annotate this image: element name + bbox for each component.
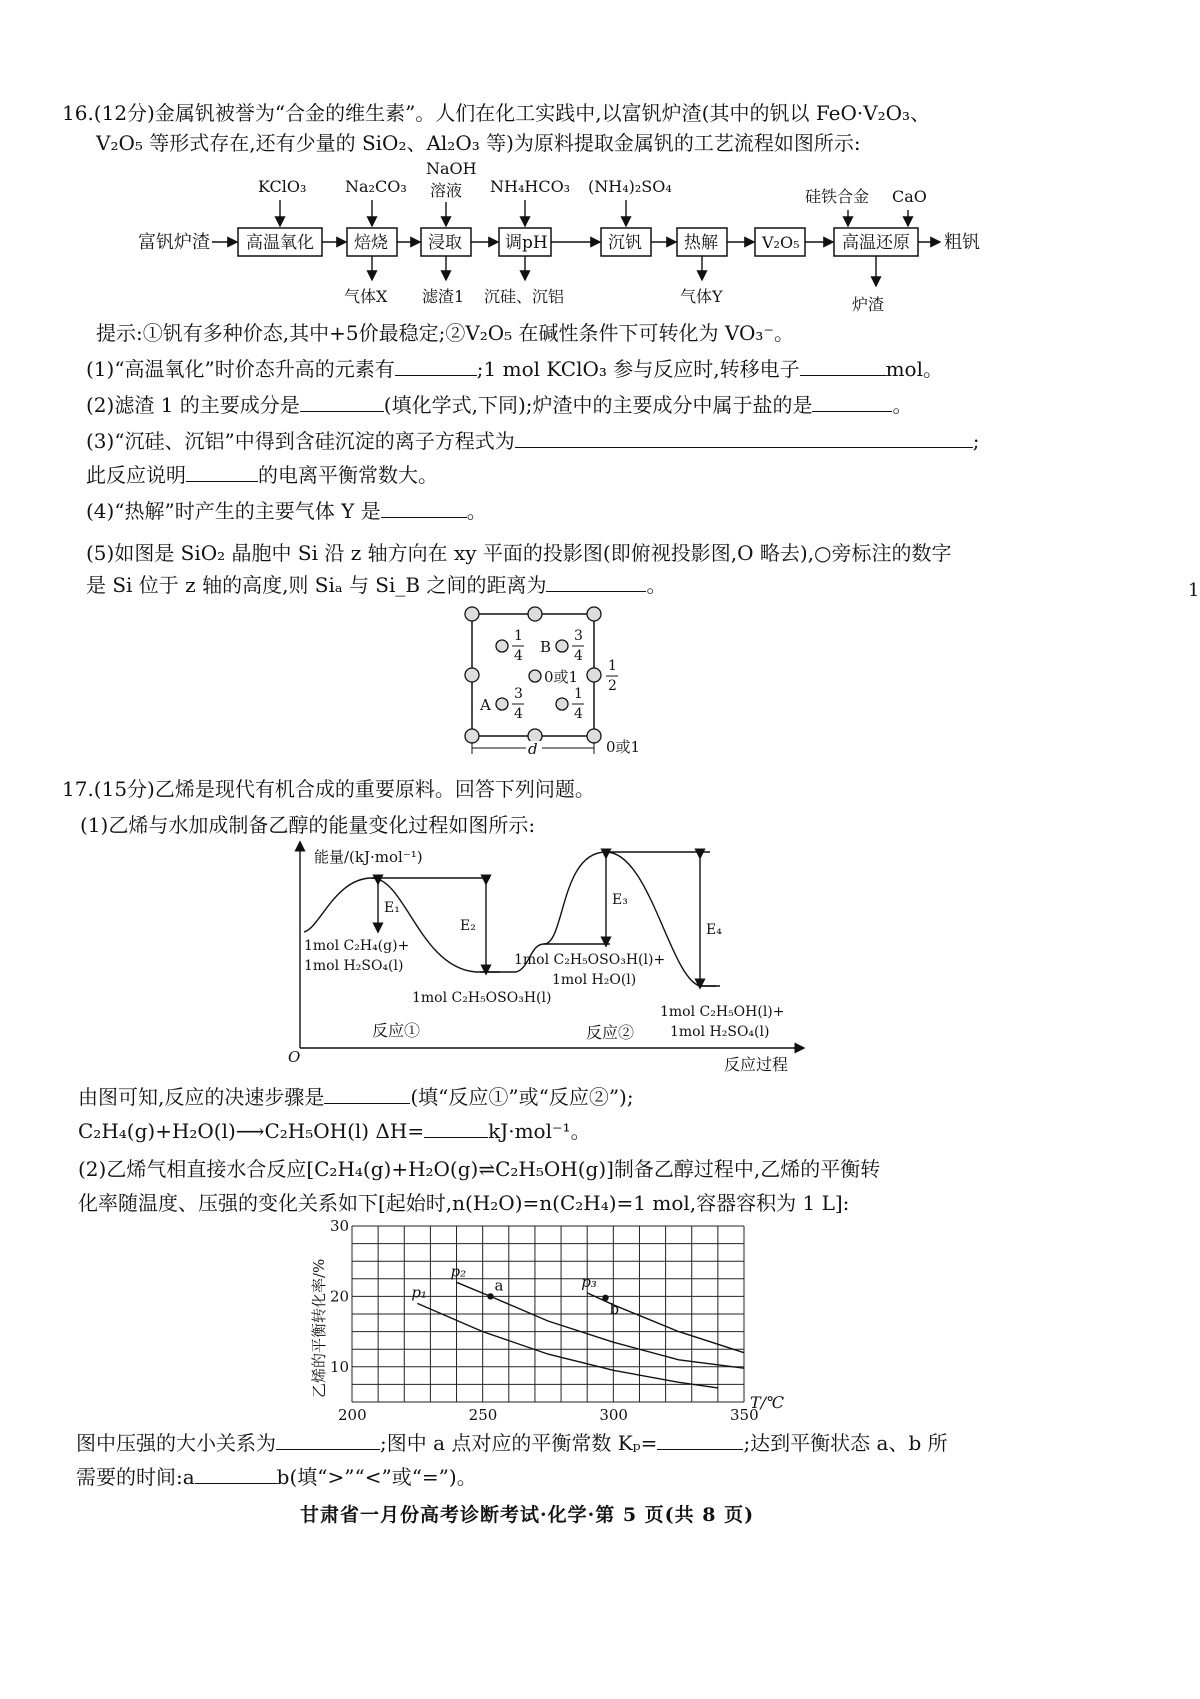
svg-text:3: 3 — [574, 628, 583, 644]
species-3a: 1mol C₂H₅OSO₃H(l)+ — [514, 952, 666, 968]
series-line-2 — [457, 1282, 745, 1368]
species-1a: 1mol C₂H₄(g)+ — [304, 938, 410, 954]
q16-part1: (1)“高温氧化”时价态升高的元素有 ;1 mol KClO₃ 参与反应时,转移电子 mol。 — [86, 357, 943, 381]
point-label-a: a — [494, 1276, 504, 1295]
blank-2a[interactable] — [300, 393, 384, 412]
svg-text:B: B — [540, 638, 552, 656]
x-tick-label: 350 — [730, 1406, 759, 1424]
e2-label: E₂ — [460, 918, 476, 934]
y-tick-label: 20 — [330, 1287, 350, 1306]
input-kclo3: KClO₃ — [258, 177, 307, 196]
svg-text:2: 2 — [608, 678, 617, 694]
blank-17-2b[interactable] — [657, 1431, 743, 1450]
series-line-1 — [417, 1303, 718, 1388]
flow-end: 粗钒 — [944, 232, 980, 253]
point-label-b: b — [609, 1299, 620, 1318]
step-2: 焙烧 — [354, 233, 388, 253]
blank-17-1a[interactable] — [324, 1085, 410, 1104]
species-3b: 1mol H₂O(l) — [552, 972, 637, 988]
flow-start: 富钒炉渣 — [138, 232, 210, 253]
y-tick-label: 10 — [330, 1357, 350, 1376]
process-flow-diagram — [0, 150, 1200, 330]
margin-mark: 1 — [1188, 580, 1200, 601]
step-3: 浸取 — [428, 233, 462, 253]
y-axis-label: 乙烯的平衡转化率/% — [310, 1258, 328, 1398]
input-nh42so4: (NH₄)₂SO₄ — [588, 177, 672, 196]
x-axis-label: T/℃ — [750, 1393, 784, 1412]
reaction-1-label: 反应① — [372, 1021, 421, 1040]
output-residue1: 滤渣1 — [422, 287, 465, 306]
energy-ylabel: 能量/(kJ·mol⁻¹) — [314, 848, 423, 866]
q16-part5a: (5)如图是 SiO₂ 晶胞中 Si 沿 z 轴方向在 xy 平面的投影图(即俯视投影图,O 略去),○旁标注的数字 — [86, 541, 952, 565]
output-gas-x: 气体X — [344, 287, 388, 306]
species-4b: 1mol H₂SO₄(l) — [670, 1024, 770, 1040]
q16-line1: 16.(12分)金属钒被誉为“合金的维生素”。人们在化工实践中,以富钒炉渣(其中的钒以 FeO·V₂O₃、 — [62, 101, 931, 125]
blank-3a[interactable] — [515, 429, 973, 448]
input-ferrosilicon: 硅铁合金 — [805, 187, 870, 206]
x-tick-label: 200 — [338, 1406, 367, 1424]
input-na2co3: Na₂CO₃ — [345, 177, 407, 196]
svg-text:0或1: 0或1 — [606, 738, 641, 756]
blank-1b[interactable] — [800, 357, 886, 376]
q17-q2a: 图中压强的大小关系为 ;图中 a 点对应的平衡常数 Kₚ= ;达到平衡状态 a、b 所 — [76, 1431, 948, 1455]
series-label-1: p₁ — [411, 1283, 427, 1302]
step-6: 热解 — [684, 233, 718, 253]
svg-text:1: 1 — [574, 686, 583, 702]
sio2-cell-projection — [450, 600, 670, 765]
svg-text:4: 4 — [514, 706, 523, 722]
e4-label: E₄ — [706, 922, 722, 938]
q17-q1a: 由图可知,反应的决速步骤是 (填“反应①”或“反应②”); — [78, 1085, 634, 1109]
step-4: 调pH — [505, 233, 548, 253]
species-1b: 1mol H₂SO₄(l) — [304, 958, 404, 974]
series-label-3: p₃ — [581, 1272, 597, 1291]
svg-text:1: 1 — [608, 658, 617, 674]
x-tick-label: 300 — [599, 1406, 628, 1424]
step-1: 高温氧化 — [246, 233, 314, 253]
energy-diagram — [280, 838, 820, 1078]
q16-part2: (2)滤渣 1 的主要成分是 (填化学式,下同);炉渣中的主要成分中属于盐的是 。 — [86, 393, 913, 417]
q16-line2: V₂O₅ 等形式存在,还有少量的 SiO₂、Al₂O₃ 等)为原料提取金属钒的工艺流程如图所示: — [96, 131, 861, 155]
species-2: 1mol C₂H₅OSO₃H(l) — [412, 990, 552, 1006]
page-footer: 甘肃省一月份高考诊断考试·化学·第 5 页(共 8 页) — [300, 1504, 755, 1526]
q17-part1: (1)乙烯与水加成制备乙醇的能量变化过程如图所示: — [80, 813, 536, 837]
svg-text:3: 3 — [514, 686, 523, 702]
q16-hint: 提示:①钒有多种价态,其中+5价最稳定;②V₂O₅ 在碱性条件下可转化为 VO₃⁻。 — [96, 321, 794, 345]
species-4a: 1mol C₂H₅OH(l)+ — [660, 1004, 785, 1020]
svg-text:1: 1 — [514, 628, 523, 644]
input-nh4hco3: NH₄HCO₃ — [490, 177, 571, 196]
y-tick-label: 30 — [330, 1217, 350, 1235]
svg-text:d: d — [528, 740, 538, 758]
input-naoh: NaOH — [426, 159, 477, 178]
q16-part4: (4)“热解”时产生的主要气体 Y 是 。 — [86, 499, 487, 523]
blank-2b[interactable] — [812, 393, 892, 412]
step-5: 沉钒 — [608, 233, 642, 253]
svg-text:A: A — [480, 696, 491, 714]
blank-17-2c[interactable] — [195, 1465, 277, 1484]
svg-text:4: 4 — [574, 648, 583, 664]
q17-q2b: 需要的时间:a b(填“>”“<”或“=”)。 — [76, 1465, 477, 1489]
q17-line1: 17.(15分)乙烯是现代有机合成的重要原料。回答下列问题。 — [62, 777, 595, 801]
conversion-chart — [300, 1216, 820, 1426]
q16-part5b: 是 Si 位于 z 轴的高度,则 Siₐ 与 Si_B 之间的距离为 。 — [86, 573, 667, 597]
input-solution: 溶液 — [430, 181, 463, 200]
blank-5[interactable] — [546, 573, 646, 592]
reaction-2-label: 反应② — [586, 1023, 635, 1042]
point-b — [602, 1295, 608, 1301]
q16-part3b: 此反应说明 的电离平衡常数大。 — [86, 463, 438, 487]
blank-17-2a[interactable] — [276, 1431, 380, 1450]
q17-part2a: (2)乙烯气相直接水合反应[C₂H₄(g)+H₂O(g)⇌C₂H₅OH(g)]制备乙醇过程中,乙烯的平衡转 — [78, 1157, 881, 1181]
input-cao: CaO — [892, 187, 927, 206]
svg-text:4: 4 — [514, 648, 523, 664]
svg-text:0或1: 0或1 — [544, 668, 579, 686]
q17-q1b: C₂H₄(g)+H₂O(l)⟶C₂H₅OH(l) ΔH= kJ·mol⁻¹。 — [78, 1119, 591, 1143]
blank-17-1b[interactable] — [424, 1119, 488, 1138]
blank-4[interactable] — [381, 499, 467, 518]
output-gas-y: 气体Y — [680, 287, 723, 306]
blank-1a[interactable] — [395, 357, 477, 376]
q17-part2b: 化率随温度、压强的变化关系如下[起始时,n(H₂O)=n(C₂H₄)=1 mol,容器容积为 1 L]: — [78, 1191, 850, 1215]
output-slag: 炉渣 — [852, 295, 885, 314]
output-si-al: 沉硅、沉铝 — [484, 287, 565, 306]
step-8: 高温还原 — [842, 233, 910, 253]
step-7: V₂O₅ — [762, 233, 800, 252]
e3-label: E₃ — [612, 892, 628, 908]
series-label-2: p₂ — [450, 1262, 467, 1281]
x-tick-label: 250 — [468, 1406, 498, 1424]
blank-3b[interactable] — [186, 463, 258, 482]
q16-part3: (3)“沉硅、沉铝”中得到含硅沉淀的离子方程式为 ; — [86, 429, 980, 453]
point-a — [487, 1293, 493, 1299]
e1-label: E₁ — [384, 900, 400, 916]
svg-text:4: 4 — [574, 706, 583, 722]
energy-origin: O — [288, 1048, 301, 1066]
energy-xlabel: 反应过程 — [724, 1055, 789, 1074]
